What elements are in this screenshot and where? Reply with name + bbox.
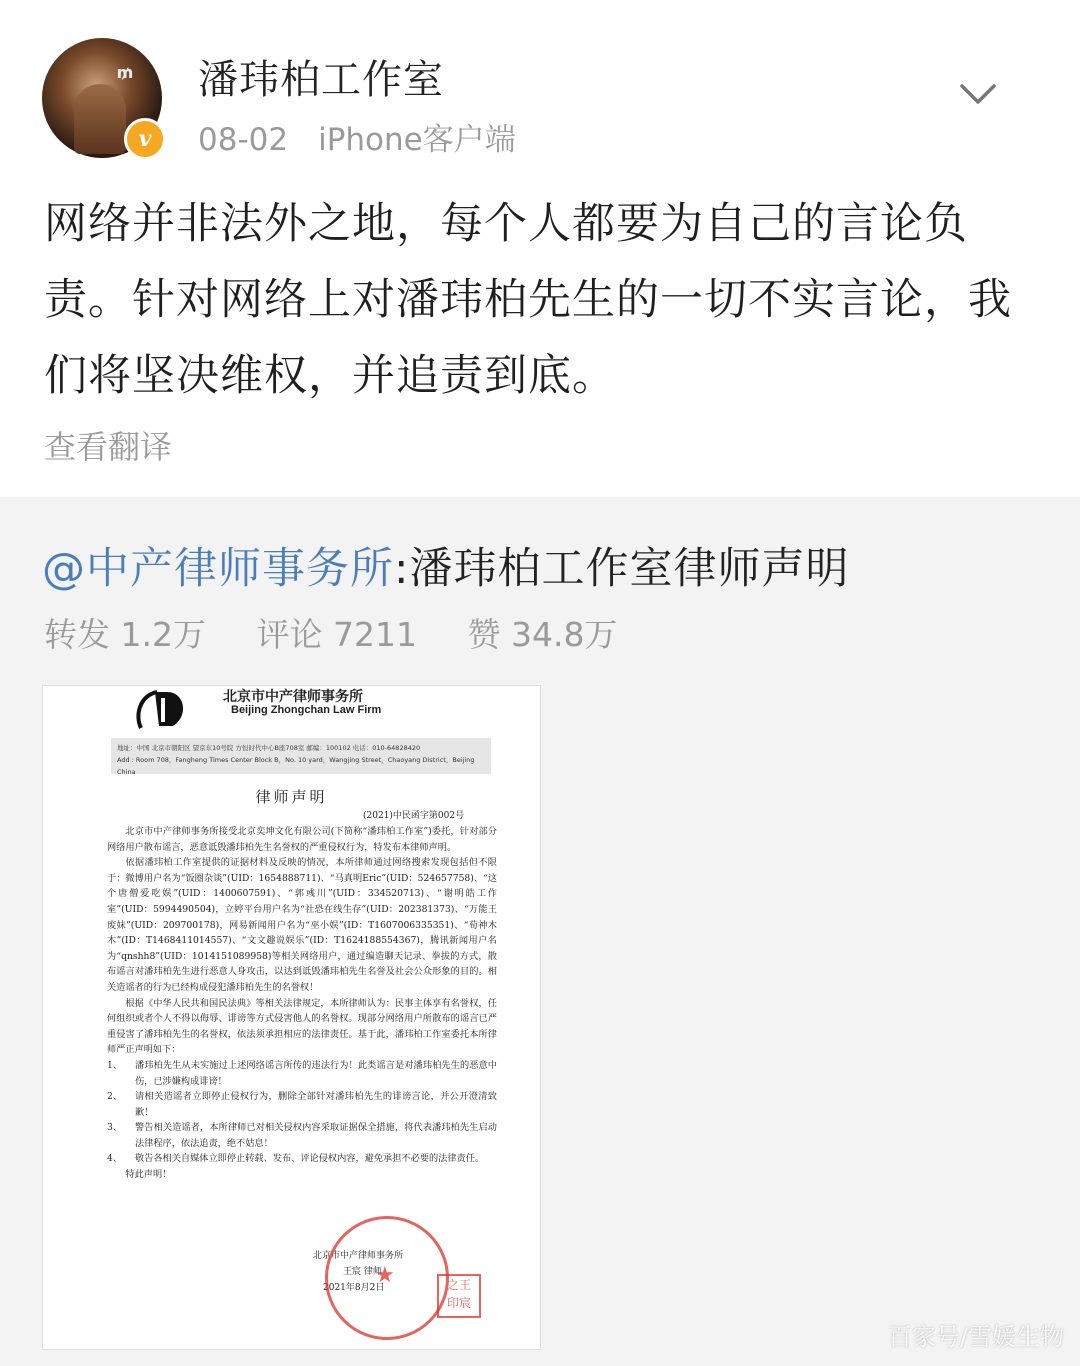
sign-lawyer: 王宸 律师 xyxy=(343,1267,382,1277)
firm-name-en: Beijing Zhongchan Law Firm xyxy=(231,704,382,716)
firm-name-cn: 北京市中产律师事务所 xyxy=(223,689,363,705)
post-meta xyxy=(198,114,516,159)
statement-item: 2、 请相关造谣者立即停止侵权行为，删除全部针对潘玮柏先生的诽谤言论，并公开澄清致歉！ xyxy=(107,1091,497,1118)
weibo-post xyxy=(0,0,1080,497)
statement-paragraph: 根据《中华人民共和国民法典》等相关法律规定，本所律师认为：民事主体享有名誉权，任何组织或者个人不得以侮辱、诽谤等方式侵害他人的名誉权。现部分网络用户所散布的谣言已严重侵害了潘玮柏先生的名誉权，依法须承担相应的法律责任。基于此，潘玮柏工作室委托本所律师严正声明如下： xyxy=(107,997,497,1056)
verified-badge-icon: v xyxy=(124,118,166,160)
statement-paragraph: 北京市中产律师事务所接受北京奕坤文化有限公司(下简称“潘玮柏工作室”)委托，针对部分网络用户散布谣言，恶意诋毁潘玮柏先生名誉权的严重侵权行为，特发布本律师声明。 xyxy=(107,826,497,853)
translate-link[interactable]: 查看翻译 xyxy=(44,428,173,466)
address-cn: 地址：中国 北京市朝阳区 望京东10号院 方恒时代中心B座708室 邮编：100102 电话：010-64828420 xyxy=(117,744,421,752)
statement-paragraph: 依据潘玮柏工作室提供的证据材料及反映的情况，本所律师通过网络搜索发现包括但不限于：微博用户名为“饭圈杂谈”(UID：1654888711)、“马真明Eric”(UID：524657758)、“这个唐僧爱吃娱”(UID：1400607591)、“郭彧川”(UID：334520713)、“谢明皓工作室”(UID：5994490504)，立婷平台用户名为“社恐在线生存”(UID：202381373)、“万能王废妹”(UID：209700178)，网易新闻用户名为“巫小娱”(ID：T1607006335351)、“荀神木木”(ID：T1468411014557)、“文文趣说娱乐”(ID：T1624188554367)，腾讯新闻用户名为“qnshh8”(UID：1014151089958)等相关网络用户，通过编造聊天记录、拳拔的方式，散布谣言对潘玮柏先生进行恶意人身攻击，以达到诋毁潘玮柏先生名誉及社会公众形象的目的。相关造谣者的行为已经构成侵犯潘玮柏先生的名誉权！ xyxy=(107,857,497,993)
post-text: 网络并非法外之地，每个人都要为自己的言论负责。针对网络上对潘玮柏先生的一切不实言论，我们将坚决维权，并追责到底。 xyxy=(44,199,1012,401)
avatar-figure xyxy=(74,84,126,154)
statement-title: 律师声明 xyxy=(255,788,328,806)
avatar-logo: ₥ xyxy=(116,63,134,82)
statement-item: 4、 敬告各相关自媒体立即停止转载、发布、评论侵权内容，避免承担不必要的法律责任。 xyxy=(107,1153,485,1165)
statement-number: (2021)中民函字第002号 xyxy=(363,811,465,821)
comment-count[interactable]: 评论 7211 xyxy=(256,615,417,654)
forward-count[interactable]: 转发 1.2万 xyxy=(44,615,206,654)
chevron-down-icon[interactable] xyxy=(958,80,998,110)
statement-item: 3、 警告相关造谣者，本所律师已对相关侵权内容采取证据保全措施，将代表潘玮柏先生启动法律程序，依法追责，绝不姑息！ xyxy=(107,1122,497,1149)
author-name[interactable]: 潘玮柏工作室 xyxy=(198,57,444,103)
law-firm-seal-icon xyxy=(325,1216,449,1340)
statement-item: 1、 潘玮柏先生从未实施过上述网络谣言所传的违法行为！此类谣言是对潘玮柏先生的恶意中伤，已涉嫌构成诽谤！ xyxy=(107,1059,497,1087)
statement-closing: 特此声明！ xyxy=(125,1169,172,1181)
address-en: Add : Room 708，Fangheng Times Center Block B，No. 10 yard，Wangjing Street，Chaoyang District，Beijing China xyxy=(117,756,475,776)
law-firm-logo-icon xyxy=(133,688,193,734)
repost-title xyxy=(42,535,850,596)
post-date: 08-02 xyxy=(198,122,289,158)
watermark: 百家号/雪媛生物 xyxy=(887,1323,1064,1351)
firm-address xyxy=(111,738,491,774)
mention-link[interactable]: @中产律师事务所 xyxy=(42,544,394,594)
sign-date: 2021年8月2日 xyxy=(323,1283,385,1293)
statement-image[interactable] xyxy=(42,685,541,1350)
like-count[interactable]: 赞 34.8万 xyxy=(467,615,618,654)
reposted-content[interactable] xyxy=(0,497,1080,1366)
statement-body xyxy=(107,824,497,1183)
repost-stats xyxy=(44,609,657,656)
post-source: iPhone客户端 xyxy=(318,122,516,158)
repost-title-text: :潘玮柏工作室律师声明 xyxy=(394,544,850,594)
sign-firm: 北京市中产律师事务所 xyxy=(313,1251,404,1261)
seal-star-icon: ★ xyxy=(375,1263,395,1288)
personal-seal-icon: 之王 印宸 xyxy=(437,1274,481,1318)
